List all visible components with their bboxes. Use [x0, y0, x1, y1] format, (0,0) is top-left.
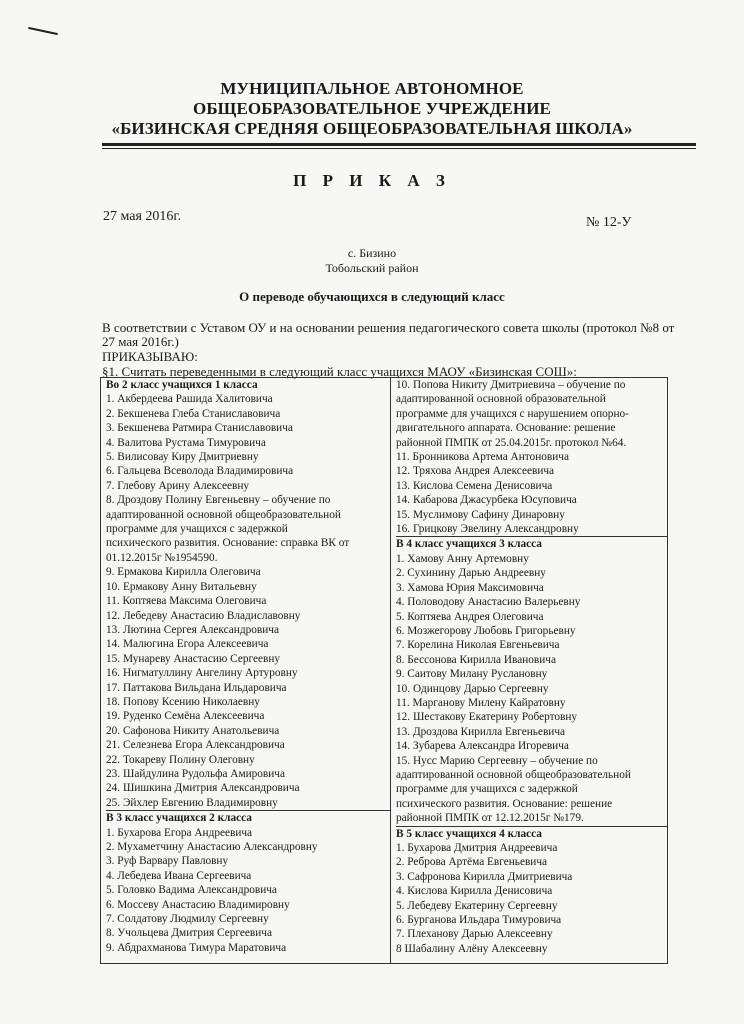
student-entry: 2. Бекшенева Глеба Станиславовича: [106, 407, 281, 420]
table-left-column: [101, 378, 391, 963]
student-entry: 17. Паттакова Вильдана Ильдаровича: [106, 681, 287, 694]
student-entry: 14. Кабарова Джасурбека Юсуповича: [396, 494, 577, 507]
student-entry: 3. Бекшенева Ратмира Станиславовича: [106, 422, 293, 435]
student-entry: психического развития. Основание: решение: [396, 797, 613, 810]
intro-text: В соответствии с Уставом ОУ и на основании решения педагогического совета школы (протокол №8 от 27 мая 2016г.): [102, 320, 675, 349]
student-entry: 10. Попова Никиту Дмитриевича – обучение по: [396, 379, 626, 391]
student-entry: районной ПМПК от 25.04.2015г. протокол №64.: [396, 436, 627, 449]
student-entry: 12. Лебедеву Анастасию Владиславовну: [106, 609, 301, 622]
student-entry: 14. Зубарева Александра Игоревича: [396, 740, 569, 753]
student-entry: 8. Бессонова Кирилла Ивановича: [396, 653, 556, 666]
student-entry: 9. Ермакова Кирилла Олеговича: [106, 566, 261, 579]
student-entry: 9. Саитову Милану Руслановну: [396, 668, 548, 681]
student-entry: 23. Шайдулина Рудольфа Амировича: [106, 767, 286, 780]
student-entry: программе для учащихся с задержкой: [106, 523, 288, 536]
school-name-line-3: «БИЗИНСКАЯ СРЕДНЯЯ ОБЩЕОБРАЗОВАТЕЛЬНАЯ ШКОЛА»: [111, 119, 633, 138]
student-entry: 14. Малюгина Егора Алексеевича: [106, 638, 269, 651]
school-name-line-1: МУНИЦИПАЛЬНОЕ АВТОНОМНОЕ: [220, 79, 524, 98]
student-entry: 24. Шишкина Дмитрия Александровича: [106, 782, 300, 795]
header-rule-thick: [102, 143, 696, 146]
student-entry: 1. Бухарова Егора Андреевича: [106, 826, 253, 839]
student-entry: 22. Токареву Полину Олеговну: [106, 753, 255, 766]
student-entry: 6. Моссеву Анастасию Владимировну: [106, 898, 290, 911]
student-entry: 7. Глебову Арину Алексеевну: [106, 479, 250, 492]
order-number: № 12-У: [586, 215, 632, 230]
student-entry: 16. Нигматуллину Ангелину Артуровну: [106, 667, 298, 680]
student-entry: 9. Абдрахманова Тимура Маратовича: [106, 941, 287, 954]
student-entry: 6. Бурганова Ильдара Тимуровича: [396, 914, 562, 927]
paragraph-1: §1. Считать переведенными в следующий класс учащихся МАОУ «Бизинская СОШ»:: [102, 364, 577, 379]
student-entry: 7. Корелина Николая Евгеньевича: [396, 639, 560, 652]
student-entry: 6. Мозжегорову Любовь Григорьевну: [396, 624, 576, 637]
student-entry: адаптированной основной общеобразовательной: [106, 508, 341, 521]
class-heading: В 5 класс учащихся 4 класса: [396, 826, 667, 841]
student-entry: адаптированной основной общеобразовательной: [396, 768, 631, 781]
order-word: ПРИКАЗЫВАЮ:: [102, 349, 198, 364]
student-entry: 19. Руденко Семёна Алексеевича: [106, 710, 265, 723]
student-entry: 16. Грицкову Эвелину Александровну: [396, 523, 579, 536]
student-entry: 3. Руф Варвару Павловну: [106, 855, 229, 868]
order-subject: О переводе обучающихся в следующий класс: [239, 289, 505, 304]
village-name: с. Бизино: [347, 246, 397, 260]
document-title: П Р И К А З: [293, 171, 451, 190]
student-entry: 13. Кислова Семена Денисовича: [396, 479, 553, 492]
student-entry: 5. Головко Вадима Александровича: [106, 884, 277, 897]
student-entry: 01.12.2015г №1954590.: [106, 551, 218, 564]
student-entry: 8. Дроздову Полину Евгеньевну – обучение по: [106, 494, 331, 507]
student-entry: 4. Лебедева Ивана Сергеевича: [106, 869, 252, 882]
student-entry: психического развития. Основание: справка ВК от: [106, 537, 350, 550]
student-entry: 1. Бухарова Дмитрия Андреевича: [396, 842, 558, 854]
student-entry: 15. Мунареву Анастасию Сергеевну: [106, 652, 281, 665]
student-entry: 12. Шестакову Екатерину Робертовну: [396, 711, 578, 724]
students-table: [100, 377, 668, 964]
student-entry: 5. Вилисовау Киру Дмитриевну: [106, 451, 259, 464]
student-entry: 4. Валитова Рустама Тимуровича: [106, 436, 266, 449]
student-entry: программе для учащихся с задержкой: [396, 783, 578, 796]
student-entry: 15. Нусс Марию Сергеевну – обучение по: [396, 754, 598, 767]
student-entry: 5. Лебедеву Екатерину Сергеевну: [396, 899, 558, 912]
student-entry: 12. Тряхова Андрея Алексеевича: [396, 465, 555, 478]
student-entry: 13. Дроздова Кирилла Евгеньевича: [396, 725, 566, 738]
district-name: Тобольский район: [325, 261, 419, 275]
pen-mark: [28, 27, 58, 35]
student-entry: 25. Эйхлер Евгению Владимировну: [106, 796, 278, 809]
student-entry: 3. Сафронова Кирилла Дмитриевича: [396, 870, 573, 883]
student-entry: 15. Муслимову Сафину Динаровну: [396, 508, 565, 521]
student-entry: 11. Бронникова Артема Антоновича: [396, 451, 569, 464]
student-entry: 20. Сафонова Никиту Анатольевича: [106, 724, 280, 737]
class-heading: В 3 класс учащихся 2 класса: [106, 810, 390, 825]
class-heading: В 4 класс учащихся 3 класса: [396, 536, 667, 551]
student-entry: 5. Коптяева Андрея Олеговича: [396, 610, 544, 623]
student-entry: 13. Лютина Сергея Александровича: [106, 623, 279, 636]
student-entry: 6. Гальцева Всеволода Владимировича: [106, 465, 294, 478]
student-entry: 10. Одинцову Дарью Сергеевну: [396, 682, 549, 695]
student-entry: 11. Марганову Милену Кайратовну: [396, 696, 566, 709]
student-entry: 1. Хамову Анну Артемовну: [396, 552, 529, 565]
school-name-line-2: ОБЩЕОБРАЗОВАТЕЛЬНОЕ УЧРЕЖДЕНИЕ: [193, 99, 551, 118]
student-entry: 18. Попову Ксению Николаевну: [106, 695, 260, 708]
student-entry: 3. Хамова Юрия Максимовича: [396, 581, 544, 594]
student-entry: 8 Шабалину Алёну Алексеевну: [396, 942, 548, 955]
class-heading: Во 2 класс учащихся 1 класса: [106, 379, 258, 391]
student-entry: 7. Плеханову Дарью Алексеевну: [396, 928, 553, 941]
student-entry: 2. Мухаметчину Анастасию Александровну: [106, 841, 318, 853]
student-entry: программе для учащихся с нарушением опорно-: [396, 407, 629, 420]
student-entry: 10. Ермакову Анну Витальевну: [106, 580, 257, 593]
student-entry: 2. Реброва Артёма Евгеньевича: [396, 856, 548, 869]
student-entry: 4. Кислова Кирилла Денисовича: [396, 885, 553, 898]
student-entry: адаптированной основной образовательной: [396, 393, 606, 406]
student-entry: 1. Акбердеева Рашида Халитовича: [106, 393, 273, 406]
student-entry: 8. Учольцева Дмитрия Сергеевича: [106, 927, 272, 940]
student-entry: 11. Коптяева Максима Олеговича: [106, 595, 267, 608]
student-entry: 21. Селезнева Егора Александровича: [106, 739, 285, 752]
student-entry: районной ПМПК от 12.12.2015г №179.: [396, 812, 584, 825]
order-date: 27 мая 2016г.: [103, 209, 182, 224]
student-entry: 2. Сухинину Дарью Андреевну: [396, 567, 546, 580]
student-entry: двигательного аппарата. Основание: решение: [396, 422, 616, 435]
header-rule-thin: [102, 148, 696, 149]
table-right-column: [391, 378, 667, 963]
student-entry: 7. Солдатову Людмилу Сергеевну: [106, 913, 269, 926]
student-entry: 4. Половодову Анастасию Валерьевну: [396, 596, 581, 609]
